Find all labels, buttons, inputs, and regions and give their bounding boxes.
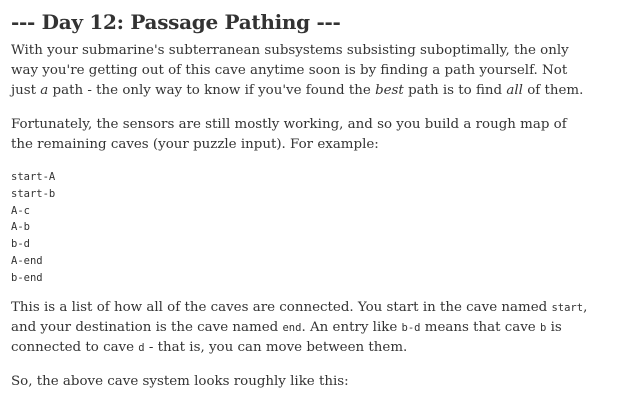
emphasis-a: a bbox=[40, 83, 49, 98]
sensor-line-1: Fortunately, the sensors are still mostly working, and so you build a rough map of bbox=[11, 117, 567, 132]
diagram-intro-line: So, the above cave system looks roughly like this: bbox=[11, 374, 349, 389]
connections-line-1 bbox=[11, 298, 587, 318]
intro-paragraph bbox=[11, 41, 583, 101]
intro-line-3 bbox=[11, 81, 583, 101]
intro-line-1: With your submarine's subterranean subsystems subsisting suboptimally, the only bbox=[11, 43, 569, 58]
connections-line-3 bbox=[11, 338, 587, 358]
intro-text: path - the only way to know if you've found the bbox=[48, 83, 376, 98]
emphasis-all: all bbox=[506, 83, 523, 98]
connections-text: means that cave bbox=[420, 320, 540, 335]
connections-line-2 bbox=[11, 318, 587, 338]
emphasis-best: best bbox=[375, 83, 404, 98]
code-start: start bbox=[551, 302, 584, 314]
example-line: b-end bbox=[11, 271, 43, 284]
intro-line-2: way you're getting out of this cave anytime soon is by finding a path yourself. Not bbox=[11, 63, 568, 78]
example-input-block bbox=[11, 169, 55, 287]
example-line: start-A bbox=[11, 171, 56, 183]
connections-text: connected to cave bbox=[11, 340, 139, 355]
connections-text: , bbox=[583, 300, 588, 315]
intro-text: just bbox=[11, 83, 41, 98]
diagram-intro-paragraph bbox=[11, 372, 349, 392]
example-line: A-b bbox=[11, 221, 30, 234]
example-line: start-b bbox=[11, 187, 56, 200]
connections-text: and your destination is the cave named bbox=[11, 320, 283, 335]
connections-paragraph bbox=[11, 298, 587, 358]
example-line: A-end bbox=[11, 254, 43, 267]
intro-text: of them. bbox=[522, 83, 584, 98]
code-b-d: b-d bbox=[401, 322, 421, 334]
code-end: end bbox=[282, 322, 302, 334]
connections-text: This is a list of how all of the caves are connected. You start in the cave named bbox=[11, 300, 552, 315]
code-b: b bbox=[539, 322, 547, 334]
example-line: A-c bbox=[11, 204, 30, 217]
connections-text: . An entry like bbox=[301, 320, 402, 335]
connections-text: - that is, you can move between them. bbox=[144, 340, 408, 355]
example-line: b-d bbox=[11, 238, 30, 251]
connections-text: is bbox=[546, 320, 562, 335]
sensor-line-2: the remaining caves (your puzzle input). For example: bbox=[11, 137, 379, 152]
code-d: d bbox=[138, 342, 145, 354]
intro-text: path is to find bbox=[403, 83, 507, 98]
page-title: --- Day 12: Passage Pathing --- bbox=[11, 10, 341, 34]
sensor-paragraph bbox=[11, 115, 567, 155]
